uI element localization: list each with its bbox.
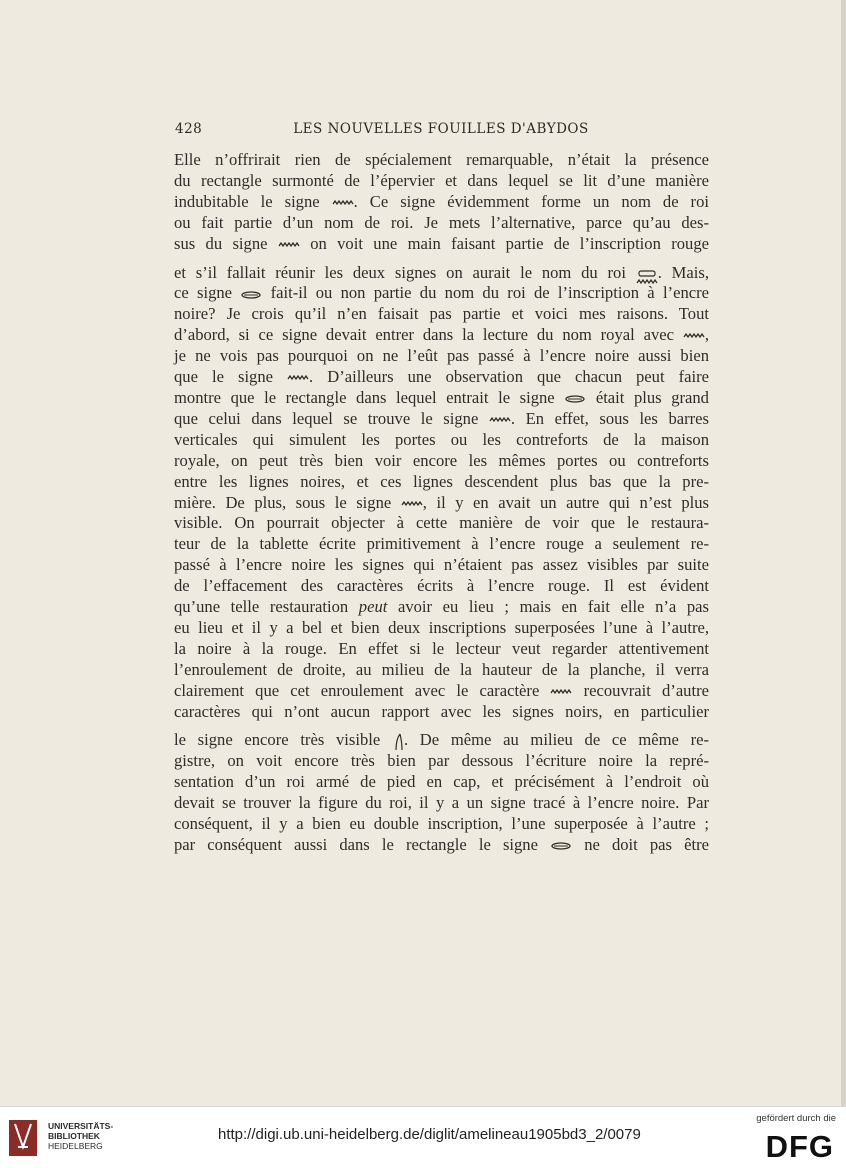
text-line: royale, on peut très bien voir encore les mêmes portes ou contreforts bbox=[174, 450, 709, 470]
page-number: 428 bbox=[175, 121, 203, 137]
text-line: le signe encore très visible . De même au milieu de ce même re- bbox=[174, 730, 709, 750]
text-line: ou fait partie d’un nom de roi. Je mets l’alternative, parce qu’au des- bbox=[174, 212, 709, 232]
digital-source-url[interactable]: http://digi.ub.uni-heidelberg.de/diglit/amelineau1905bd3_2/0079 bbox=[218, 1126, 641, 1143]
running-title: LES NOUVELLES FOUILLES D'ABYDOS bbox=[293, 121, 589, 137]
text-line: devait se trouver la figure du roi, il y a un signe tracé à l’encre noire. Par bbox=[174, 793, 709, 813]
text-line: qu’une telle restauration peut avoir eu lieu ; mais en fait elle n’a pas bbox=[174, 597, 709, 617]
reed-hieroglyph-icon bbox=[392, 733, 404, 751]
text-line: clairement que cet enroulement avec le caractère recouvrait d’autre bbox=[174, 680, 709, 700]
text-line: du rectangle surmonté de l’épervier et dans lequel se lit d’une manière bbox=[174, 170, 709, 190]
text-line: d’abord, si ce signe devait entrer dans la lecture du nom royal avec , bbox=[174, 325, 709, 345]
text-line: caractères qui n’ont aucun rapport avec les signes noirs, en particulier bbox=[174, 701, 709, 721]
text-line: gistre, on voit encore très bien par dessous l’écriture noire la repré- bbox=[174, 751, 709, 771]
text-line: la noire à la rouge. En effet si le lecteur veut regarder attentivement bbox=[174, 638, 709, 658]
text-line: ce signe fait-il ou non partie du nom du roi de l’inscription à l’encre bbox=[174, 283, 709, 303]
mouth-hieroglyph-icon bbox=[564, 395, 586, 403]
water-hieroglyph-icon bbox=[332, 199, 354, 207]
text-line: et s’il fallait réunir les deux signes on aurait le nom du roi . Mais, bbox=[174, 262, 710, 282]
text-line: de l’effacement des caractères écrits à l’encre rouge. Il est évident bbox=[174, 576, 709, 596]
text-line: montre que le rectangle dans lequel entrait le signe était plus grand bbox=[174, 387, 709, 407]
library-name: UNIVERSITÄTS- BIBLIOTHEK HEIDELBERG bbox=[48, 1121, 114, 1151]
page-header bbox=[175, 121, 707, 137]
water-hieroglyph-icon bbox=[401, 500, 423, 508]
mouth-hieroglyph-icon bbox=[240, 291, 262, 299]
text-line: sentation d’un roi armé de pied en cap, et précisément à l’endroit où bbox=[174, 772, 709, 792]
text-line: mière. De plus, sous le signe , il y en avait un autre qui n’est plus bbox=[174, 492, 709, 512]
text-line: passé à l’encre noire les signes qui n’étaient pas assez visibles par suite bbox=[174, 555, 709, 575]
funding-label: gefördert durch die bbox=[756, 1113, 836, 1124]
text-line: entre les lignes noires, et ces lignes descendent plus bas que la pre- bbox=[174, 471, 709, 491]
text-line: teur de la tablette écrite primitivement à l’encre rouge a seulement re- bbox=[174, 534, 709, 554]
water-hieroglyph-icon bbox=[489, 416, 511, 424]
water-hieroglyph-icon bbox=[287, 374, 309, 382]
text-line: noire? Je crois qu’il n’en faisait pas partie et voici mes raisons. Tout bbox=[174, 304, 709, 324]
university-library-logo-icon bbox=[8, 1119, 38, 1157]
stacked-hieroglyph-icon bbox=[636, 270, 658, 278]
text-line: que celui dans lequel se trouve le signe . En effet, sous les barres bbox=[174, 408, 709, 428]
water-hieroglyph-icon bbox=[278, 241, 300, 249]
mouth-hieroglyph-icon bbox=[550, 842, 572, 850]
water-hieroglyph-icon bbox=[683, 332, 705, 340]
text-line: sus du signe on voit une main faisant partie de l’inscription rouge bbox=[174, 233, 709, 253]
text-line: eu lieu et il y a bel et bien deux inscriptions superposées l’une à l’autre, bbox=[174, 617, 709, 637]
text-line: l’enroulement de droite, au milieu de la hauteur de la planche, il verra bbox=[174, 659, 709, 679]
text-line: que le signe . D’ailleurs une observation que chacun peut faire bbox=[174, 367, 709, 387]
text-line: je ne vois pas pourquoi on ne l’eût pas passé à l’encre noire aussi bien bbox=[174, 346, 709, 366]
text-line: Elle n’offrirait rien de spécialement remarquable, n’était la présence bbox=[174, 150, 709, 169]
text-line: verticales qui simulent les portes ou les contreforts de la maison bbox=[174, 429, 709, 449]
text-line: par conséquent aussi dans le rectangle le signe ne doit pas être bbox=[174, 835, 709, 854]
dfg-logo-icon: DFG bbox=[765, 1129, 834, 1164]
text-line: indubitable le signe . Ce signe évidemment forme un nom de roi bbox=[174, 191, 709, 211]
text-line: conséquent, il y a bien eu double inscription, l’une superposée à l’autre ; bbox=[174, 814, 709, 834]
digitization-footer bbox=[0, 1106, 846, 1168]
body-text bbox=[174, 150, 709, 856]
water-hieroglyph-icon bbox=[550, 688, 572, 696]
text-line: visible. On pourrait objecter à cette manière de voir que le restaura- bbox=[174, 513, 709, 533]
